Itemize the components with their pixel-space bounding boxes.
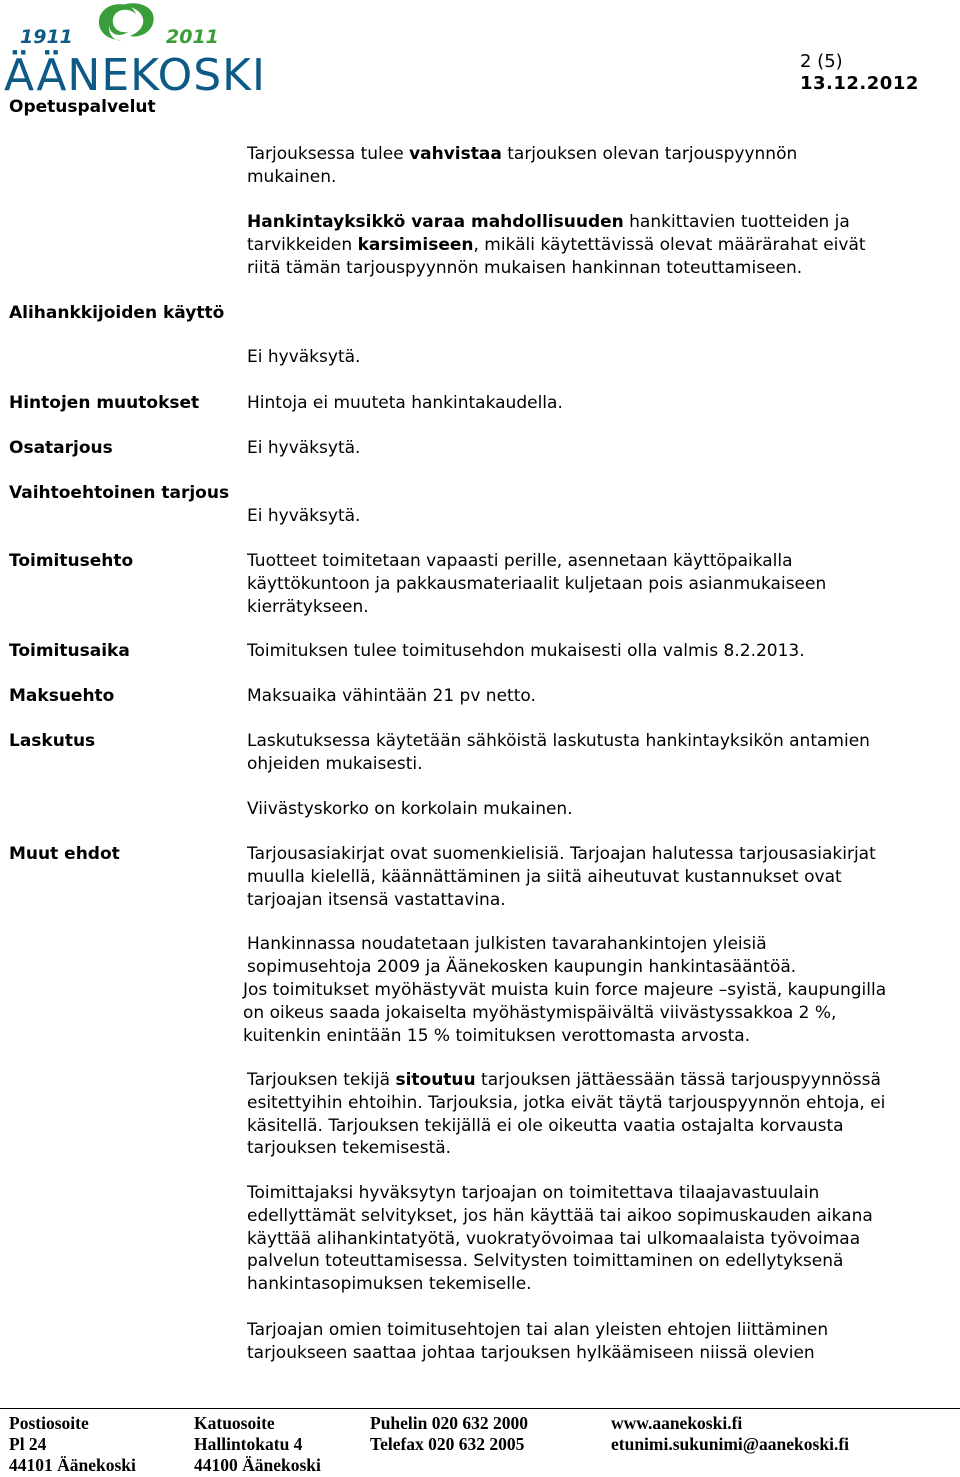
- toimitusehto-line: Tuotteet toimitetaan vapaasti perille, asennetaan käyttöpaikalla: [247, 551, 793, 571]
- footer-divider: [0, 1408, 960, 1409]
- intro-p1-text-c: tarjouksen olevan tarjouspyynnön: [501, 144, 798, 164]
- footer-phone: [370, 1413, 528, 1455]
- footer-text: 44101 Äänekoski: [9, 1455, 136, 1475]
- footer-text: Postiosoite: [9, 1413, 89, 1433]
- department-name: Opetuspalvelut: [9, 97, 156, 117]
- muut-ehdot-paragraph-2: [247, 933, 796, 979]
- intro-p2-line3: riitä tämän tarjouspyynnön mukaisen hankinnan toteuttamiseen.: [247, 257, 803, 278]
- intro-p1-text-a: Tarjouksessa tulee: [247, 144, 410, 164]
- p3-text-a: Tarjouksen tekijä: [247, 1070, 396, 1090]
- intro-p2-bold-1: Hankintayksikkö varaa mahdollisuuden: [247, 212, 624, 232]
- intro-p2-bold-2: karsimiseen: [357, 234, 474, 255]
- intro-paragraph-1: [247, 143, 797, 189]
- value-vaihtoehtoinen: Ei hyväksytä.: [247, 506, 361, 526]
- muut-ehdot-line: tarjoajan itsensä vastattavina.: [247, 889, 506, 910]
- footer-text: 44100 Äänekoski: [194, 1455, 321, 1475]
- label-toimitusaika: Toimitusaika: [9, 641, 130, 661]
- logo: [4, 0, 266, 101]
- muut-ehdot-line: sopimusehtoja 2009 ja Äänekosken kaupungin hankintasääntöä.: [247, 956, 797, 977]
- logo-emblem-icon: [76, 0, 166, 44]
- label-laskutus: Laskutus: [9, 731, 96, 751]
- intro-p1-line2: mukainen.: [247, 166, 337, 187]
- muut-ehdot-line: käsitellä. Tarjouksen tekijällä ei ole oikeutta vaatia ostajalta korvausta: [247, 1115, 844, 1136]
- muut-ehdot-line: palvelun toteuttamisessa. Selvitysten toimittaminen on edellytyksenä: [247, 1251, 844, 1272]
- footer-text: Telefax 020 632 2005: [370, 1434, 525, 1454]
- p3-text-c: tarjouksen jättäessään tässä tarjouspyynnössä: [475, 1070, 881, 1090]
- muut-ehdot-line: on oikeus saada jokaiselta myöhästymispäivältä viivästyssakkoa 2 %,: [243, 1002, 837, 1023]
- value-hintojen-muutokset: Hintoja ei muuteta hankintakaudella.: [247, 393, 563, 413]
- footer-text: Pl 24: [9, 1434, 47, 1454]
- footer-website-link[interactable]: www.aanekoski.fi: [611, 1413, 743, 1433]
- label-hintojen-muutokset: Hintojen muutokset: [9, 393, 200, 413]
- footer-text: Puhelin 020 632 2000: [370, 1413, 529, 1433]
- intro-paragraph-2: [247, 211, 866, 279]
- laskutus-line: Laskutuksessa käytetään sähköistä laskutusta hankintayksikön antamien: [247, 731, 870, 751]
- logo-year-start: 1911: [20, 26, 73, 48]
- muut-ehdot-line: esitettyihin ehtoihin. Tarjouksia, jotka eivät täytä tarjouspyynnön ehtoja, ei: [247, 1092, 886, 1113]
- muut-ehdot-line: Toimittajaksi hyväksytyn tarjoajan on toimitettava tilaajavastuulain: [247, 1183, 820, 1203]
- label-vaihtoehtoinen: Vaihtoehtoinen tarjous: [9, 483, 230, 503]
- muut-ehdot-paragraph-2b: [243, 979, 886, 1047]
- logo-name: ÄÄNEKOSKI: [4, 50, 266, 101]
- footer-text: Hallintokatu 4: [194, 1434, 303, 1454]
- toimitusehto-line: kierrätykseen.: [247, 596, 369, 617]
- muut-ehdot-line: edellyttämät selvitykset, jos hän käyttää tai aikoo sopimuskauden aikana: [247, 1205, 873, 1226]
- muut-ehdot-line: Tarjousasiakirjat ovat suomenkielisiä. Tarjoajan halutessa tarjousasiakirjat: [247, 844, 876, 864]
- value-toimitusaika: Toimituksen tulee toimitusehdon mukaisesti olla valmis 8.2.2013.: [247, 641, 805, 661]
- muut-ehdot-paragraph-4: [247, 1182, 873, 1296]
- muut-ehdot-line: tarjouksen tekemisestä.: [247, 1138, 452, 1159]
- muut-ehdot-line: Jos toimitukset myöhästyvät muista kuin force majeure –syistä, kaupungilla: [243, 980, 887, 1000]
- footer-text: Katuosoite: [194, 1413, 275, 1433]
- footer-street: [194, 1413, 321, 1476]
- label-alihankkijat: Alihankkijoiden käyttö: [9, 303, 225, 323]
- label-toimitusehto: Toimitusehto: [9, 551, 134, 571]
- value-viivastyskorko: Viivästyskorko on korkolain mukainen.: [247, 799, 573, 819]
- muut-ehdot-line: Hankinnassa noudatetaan julkisten tavarahankintojen yleisiä: [247, 934, 767, 954]
- intro-p2-text-3: , mikäli käytettävissä olevat määrärahat eivät: [473, 234, 866, 255]
- intro-p2-text-1: hankittavien tuotteiden ja: [623, 212, 850, 232]
- muut-ehdot-paragraph-3: [247, 1069, 885, 1160]
- label-osatarjous: Osatarjous: [9, 438, 113, 458]
- page-number: 2 (5): [800, 51, 843, 72]
- logo-year-end: 2011: [166, 26, 219, 48]
- intro-p2-text-2: tarvikkeiden: [247, 234, 358, 255]
- value-alihankkijat: Ei hyväksytä.: [247, 347, 361, 367]
- footer-web: [611, 1413, 849, 1455]
- label-muut-ehdot: Muut ehdot: [9, 844, 120, 864]
- intro-p1-bold: vahvistaa: [409, 144, 502, 164]
- footer-email-link[interactable]: etunimi.sukunimi@aanekoski.fi: [611, 1434, 850, 1454]
- muut-ehdot-paragraph-1: [247, 843, 876, 911]
- muut-ehdot-line: muulla kielellä, käännättäminen ja siitä aiheutuvat kustannukset ovat: [247, 866, 842, 887]
- label-maksuehto: Maksuehto: [9, 686, 115, 706]
- muut-ehdot-paragraph-5: [247, 1319, 828, 1365]
- toimitusehto-line: käyttökuntoon ja pakkausmateriaalit kuljetaan pois asianmukaiseen: [247, 573, 827, 594]
- muut-ehdot-line: käyttää alihankintatyötä, vuokratyövoimaa tai ulkomaalaista työvoimaa: [247, 1228, 861, 1249]
- muut-ehdot-line: kuitenkin enintään 15 % toimituksen verottomasta arvosta.: [243, 1025, 751, 1046]
- muut-ehdot-line: tarjoukseen saattaa johtaa tarjouksen hylkäämiseen niissä olevien: [247, 1342, 815, 1363]
- muut-ehdot-line: Tarjoajan omien toimitusehtojen tai alan yleisten ehtojen liittäminen: [247, 1320, 829, 1340]
- value-toimitusehto: [247, 550, 826, 618]
- value-laskutus: [247, 730, 870, 776]
- laskutus-line: ohjeiden mukaisesti.: [247, 753, 423, 774]
- p3-bold: sitoutuu: [395, 1070, 476, 1090]
- value-maksuehto: Maksuaika vähintään 21 pv netto.: [247, 686, 536, 706]
- document-date: 13.12.2012: [800, 73, 919, 94]
- footer-postal: [9, 1413, 136, 1476]
- muut-ehdot-line: hankintasopimuksen tekemiselle.: [247, 1274, 532, 1295]
- value-osatarjous: Ei hyväksytä.: [247, 438, 361, 458]
